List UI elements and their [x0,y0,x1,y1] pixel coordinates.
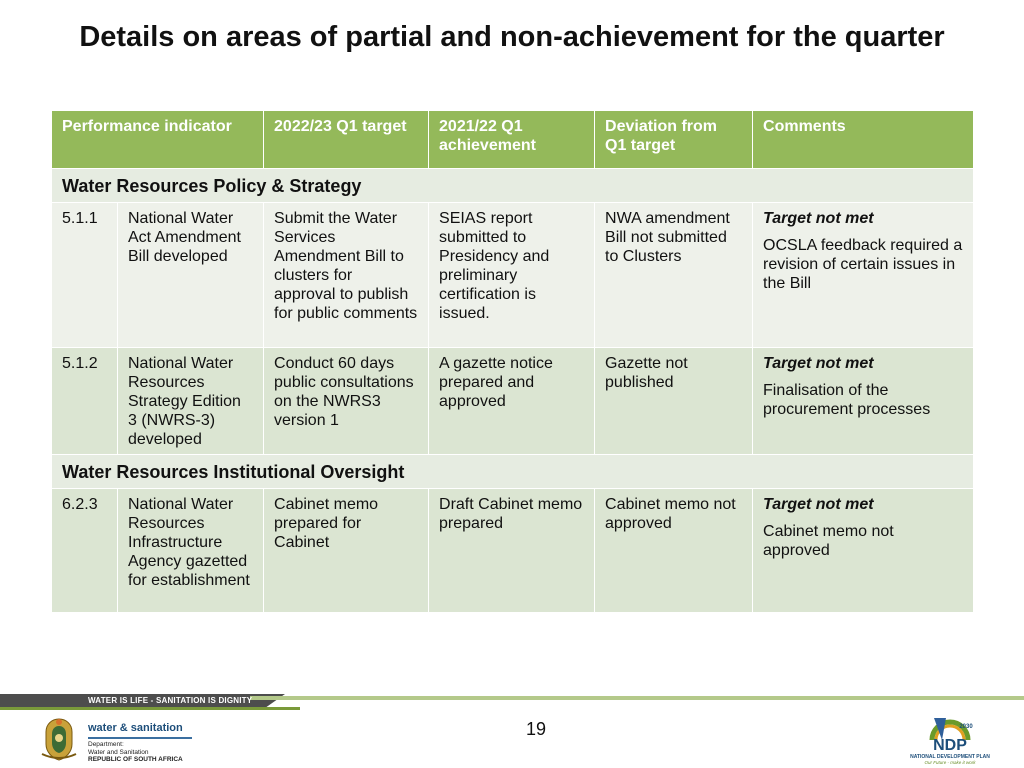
ndp-logo [910,710,990,766]
section-heading: Water Resources Policy & Strategy [52,169,974,203]
indicator-code: 5.1.2 [52,348,118,455]
header-q1-target: 2022/23 Q1 target [264,111,429,169]
section-heading: Water Resources Institutional Oversight [52,455,974,489]
comment-cell [753,203,974,348]
header-performance-indicator: Performance indicator [52,111,264,169]
coat-of-arms-icon [38,716,80,762]
comment-status: Target not met [763,355,874,372]
department-label: Department: [88,741,124,748]
performance-table [51,110,974,613]
section-row [52,169,974,203]
ndp-caption: NATIONAL DEVELOPMENT PLAN [910,754,990,760]
indicator-code: 6.2.3 [52,489,118,613]
ndp-abbr: NDP [933,737,967,754]
footer-motto: WATER IS LIFE - SANITATION IS DIGNITY [88,696,253,705]
department-country: REPUBLIC OF SOUTH AFRICA [88,756,183,763]
header-q1-achievement: 2021/22 Q1 achievement [429,111,595,169]
comment-text: OCSLA feedback required a revision of certain issues in the Bill [763,237,963,292]
department-logo [88,722,218,764]
header-deviation: Deviation from Q1 target [595,111,753,169]
ndp-tagline: Our Future - make it work [924,760,976,765]
section-row [52,455,974,489]
page-number: 19 [525,719,547,739]
department-divider [88,737,192,739]
deviation-cell: NWA amendment Bill not submitted to Clusters [595,203,753,348]
table-row [52,489,974,613]
footer-green-line [0,707,300,710]
department-title: Water and Sanitation [88,748,149,756]
comment-text: Cabinet memo not approved [763,523,894,559]
achievement-cell: A gazette notice prepared and approved [429,348,595,455]
department-name: water & sanitation [88,722,183,734]
table-header-row [52,111,974,169]
target-cell: Submit the Water Services Amendment Bill to clusters for approval to publish for public comments [264,203,429,348]
comment-status: Target not met [763,210,874,227]
deviation-cell: Gazette not published [595,348,753,455]
indicator-code: 5.1.1 [52,203,118,348]
comment-cell [753,348,974,455]
achievement-cell: Draft Cabinet memo prepared [429,489,595,613]
slide-title: Details on areas of partial and non-achievement for the quarter [79,21,945,53]
indicator-name: National Water Resources Infrastructure Agency gazetted for establishment [118,489,264,613]
header-comments: Comments [753,111,974,169]
achievement-cell: SEIAS report submitted to Presidency and preliminary certification is issued. [429,203,595,348]
footer-light-green-line [250,696,1024,700]
indicator-name: National Water Resources Strategy Edition 3 (NWRS-3) developed [118,348,264,455]
target-cell: Cabinet memo prepared for Cabinet [264,489,429,613]
table-row [52,348,974,455]
deviation-cell: Cabinet memo not approved [595,489,753,613]
comment-status: Target not met [763,496,874,513]
ndp-emblem-icon [910,710,990,754]
indicator-name: National Water Act Amendment Bill developed [118,203,264,348]
ndp-year: 2030 [959,724,973,730]
comment-text: Finalisation of the procurement processes [763,382,931,418]
comment-cell [753,489,974,613]
footer-band [0,694,1024,714]
target-cell: Conduct 60 days public consultations on the NWRS3 version 1 [264,348,429,455]
table-row [52,203,974,348]
